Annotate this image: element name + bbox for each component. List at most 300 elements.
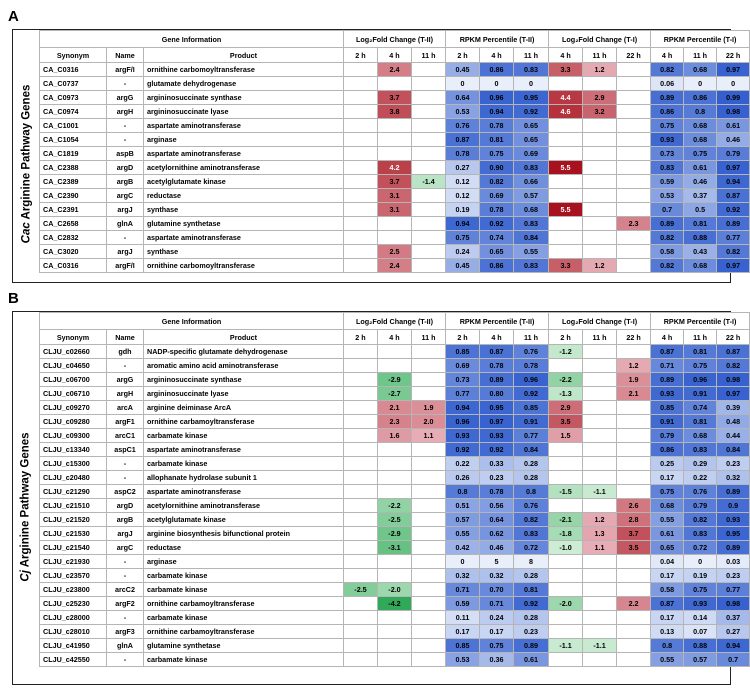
log2fc-cell (583, 77, 617, 91)
rpkm-cell: 0.93 (717, 513, 750, 527)
synonym-cell: CLJU_c13340 (40, 443, 107, 457)
rpkm-cell: 0.95 (480, 401, 514, 415)
rpkm-cell: 0.93 (651, 133, 684, 147)
log2fc-cell (344, 471, 378, 485)
log2fc-cell (583, 457, 617, 471)
synonym-cell: CLJU_c06710 (40, 387, 107, 401)
log2fc-cell (412, 77, 446, 91)
gene-name-cell: aspC2 (107, 485, 144, 499)
rpkm-cell: 0.79 (651, 429, 684, 443)
rpkm-cell: 0.53 (446, 653, 480, 667)
product-cell: aromatic amino acid aminotransferase (144, 359, 344, 373)
rpkm-cell: 0.43 (684, 245, 717, 259)
column-header: Product (144, 48, 344, 63)
log2fc-cell (344, 77, 378, 91)
log2fc-cell: -1.1 (583, 639, 617, 653)
gene-name-cell: glnA (107, 217, 144, 231)
rpkm-cell: 0.82 (684, 513, 717, 527)
panel-a-organism: Cac (20, 222, 33, 244)
rpkm-cell: 0.87 (480, 345, 514, 359)
log2fc-cell (583, 583, 617, 597)
log2fc-cell (617, 653, 651, 667)
group-header: Log₂Fold Change (T-II) (344, 313, 446, 330)
log2fc-cell: 2.1 (378, 401, 412, 415)
rpkm-cell: 0.85 (446, 639, 480, 653)
log2fc-cell: 2.3 (617, 217, 651, 231)
log2fc-cell: -3.1 (378, 541, 412, 555)
log2fc-cell (412, 91, 446, 105)
rpkm-cell: 0.55 (514, 245, 549, 259)
rpkm-cell: 0.83 (514, 63, 549, 77)
rpkm-cell: 0.75 (684, 359, 717, 373)
rpkm-cell: 0.78 (514, 359, 549, 373)
rpkm-cell: 0.89 (651, 217, 684, 231)
panel-b-table-body (40, 345, 750, 667)
table-row (40, 527, 750, 541)
log2fc-cell: -2.2 (549, 373, 583, 387)
log2fc-cell (583, 161, 617, 175)
rpkm-cell: 0.97 (717, 387, 750, 401)
column-header: 11 h (583, 48, 617, 63)
rpkm-cell: 0.92 (446, 443, 480, 457)
gene-name-cell: argC (107, 541, 144, 555)
group-header: Log₂Fold Change (T-II) (344, 31, 446, 48)
log2fc-cell (617, 259, 651, 273)
rpkm-cell: 0.07 (684, 625, 717, 639)
rpkm-cell: 0.04 (651, 555, 684, 569)
rpkm-cell: 5 (480, 555, 514, 569)
log2fc-cell (378, 217, 412, 231)
log2fc-cell (617, 625, 651, 639)
log2fc-cell: 5.5 (549, 203, 583, 217)
log2fc-cell (412, 527, 446, 541)
rpkm-cell: 0.56 (480, 499, 514, 513)
table-row (40, 541, 750, 555)
rpkm-cell: 0.14 (684, 611, 717, 625)
rpkm-cell: 0.76 (446, 119, 480, 133)
table-row (40, 203, 750, 217)
rpkm-cell: 0.94 (480, 105, 514, 119)
log2fc-cell (549, 175, 583, 189)
product-cell: argininosuccinate lyase (144, 105, 344, 119)
rpkm-cell: 0.72 (514, 541, 549, 555)
product-cell: reductase (144, 189, 344, 203)
rpkm-cell: 0.12 (446, 175, 480, 189)
rpkm-cell: 0.98 (717, 597, 750, 611)
log2fc-cell (549, 625, 583, 639)
group-header: RPKM Percentile (T-II) (446, 31, 549, 48)
group-header: Gene Information (40, 31, 344, 48)
synonym-cell: CA_C0316 (40, 63, 107, 77)
gene-name-cell: - (107, 471, 144, 485)
rpkm-cell: 0.17 (651, 471, 684, 485)
product-cell: carbamate kinase (144, 457, 344, 471)
log2fc-cell (583, 359, 617, 373)
gene-name-cell: arcC2 (107, 583, 144, 597)
log2fc-cell (378, 555, 412, 569)
log2fc-cell: 1.9 (617, 373, 651, 387)
panel-b-side-text: Arginine Pathway Genes (20, 432, 32, 571)
rpkm-cell: 0.59 (446, 597, 480, 611)
rpkm-cell: 0.44 (717, 429, 750, 443)
rpkm-cell: 0 (480, 77, 514, 91)
gene-name-cell: arcA (107, 401, 144, 415)
rpkm-cell: 0.82 (717, 359, 750, 373)
table-row (40, 443, 750, 457)
log2fc-cell: 2.6 (617, 499, 651, 513)
rpkm-cell: 0 (684, 555, 717, 569)
product-cell: acetylornithine aminotransferase (144, 499, 344, 513)
rpkm-cell: 0.66 (514, 175, 549, 189)
group-header: RPKM Percentile (T-I) (651, 313, 750, 330)
log2fc-cell (344, 189, 378, 203)
log2fc-cell (412, 231, 446, 245)
log2fc-cell: 3.7 (617, 527, 651, 541)
panel-a-letter: A (8, 8, 19, 25)
table-row (40, 485, 750, 499)
log2fc-cell: 1.2 (617, 359, 651, 373)
column-header: Product (144, 330, 344, 345)
group-header: Log₂Fold Change (T-I) (549, 31, 651, 48)
rpkm-cell: 0.75 (446, 231, 480, 245)
panel-b-table (39, 312, 750, 667)
product-cell: argininosuccinate lyase (144, 387, 344, 401)
rpkm-cell: 0.76 (514, 499, 549, 513)
table-row (40, 387, 750, 401)
rpkm-cell: 0.46 (684, 175, 717, 189)
log2fc-cell (412, 541, 446, 555)
gene-name-cell: argB (107, 513, 144, 527)
log2fc-cell (378, 457, 412, 471)
column-header: 22 h (617, 48, 651, 63)
log2fc-cell: 2.3 (378, 415, 412, 429)
product-cell: carbamate kinase (144, 653, 344, 667)
rpkm-cell: 0.82 (514, 513, 549, 527)
panel-b-group-header-row (40, 313, 750, 330)
rpkm-cell: 0.58 (651, 245, 684, 259)
log2fc-cell (549, 147, 583, 161)
log2fc-cell (344, 259, 378, 273)
log2fc-cell: -2.1 (549, 513, 583, 527)
rpkm-cell: 0.82 (651, 259, 684, 273)
rpkm-cell: 0.75 (480, 147, 514, 161)
log2fc-cell: 1.1 (412, 429, 446, 443)
synonym-cell: CLJU_c23570 (40, 569, 107, 583)
product-cell: carbamate kinase (144, 429, 344, 443)
rpkm-cell: 0.55 (446, 527, 480, 541)
synonym-cell: CLJU_c41950 (40, 639, 107, 653)
rpkm-cell: 0 (514, 77, 549, 91)
rpkm-cell: 0.75 (480, 639, 514, 653)
product-cell: argininosuccinate synthase (144, 91, 344, 105)
product-cell: glutamate dehydrogenase (144, 77, 344, 91)
rpkm-cell: 0.97 (717, 161, 750, 175)
log2fc-cell (344, 373, 378, 387)
table-row (40, 569, 750, 583)
rpkm-cell: 0.82 (651, 63, 684, 77)
log2fc-cell: 2.5 (378, 245, 412, 259)
log2fc-cell (344, 387, 378, 401)
rpkm-cell: 0.84 (514, 443, 549, 457)
panel-b-organism: Cj (20, 570, 32, 582)
column-header: 2 h (446, 48, 480, 63)
group-header: Log₂Fold Change (T-I) (549, 313, 651, 330)
rpkm-cell: 0.64 (446, 91, 480, 105)
log2fc-cell (344, 133, 378, 147)
log2fc-cell: -4.2 (378, 597, 412, 611)
log2fc-cell: -2.5 (378, 513, 412, 527)
column-header: 4 h (480, 48, 514, 63)
log2fc-cell: -1.2 (549, 345, 583, 359)
rpkm-cell: 0.90 (480, 161, 514, 175)
column-header: 4 h (651, 48, 684, 63)
synonym-cell: CLJU_c28010 (40, 625, 107, 639)
rpkm-cell: 0.24 (480, 611, 514, 625)
log2fc-cell (617, 63, 651, 77)
gene-name-cell: argG (107, 91, 144, 105)
rpkm-cell: 0.77 (446, 387, 480, 401)
rpkm-cell: 0.83 (514, 161, 549, 175)
panel-a-table (39, 30, 750, 273)
log2fc-cell (378, 569, 412, 583)
product-cell: ornithine carbomoyltransferase (144, 63, 344, 77)
rpkm-cell: 0.88 (684, 639, 717, 653)
column-header: Name (107, 330, 144, 345)
gene-name-cell: argH (107, 105, 144, 119)
rpkm-cell: 0.88 (684, 231, 717, 245)
log2fc-cell (583, 499, 617, 513)
table-row (40, 597, 750, 611)
log2fc-cell (378, 345, 412, 359)
rpkm-cell: 0.82 (480, 175, 514, 189)
table-row (40, 119, 750, 133)
log2fc-cell: 2.0 (412, 415, 446, 429)
table-row (40, 429, 750, 443)
panel-a-side-label (13, 46, 39, 282)
log2fc-cell (583, 373, 617, 387)
product-cell: arginase (144, 133, 344, 147)
rpkm-cell: 0.92 (480, 217, 514, 231)
panel-b-column-header-row (40, 330, 750, 345)
rpkm-cell: 0.89 (717, 541, 750, 555)
table-row (40, 625, 750, 639)
rpkm-cell: 0.36 (480, 653, 514, 667)
log2fc-cell (583, 443, 617, 457)
log2fc-cell (617, 401, 651, 415)
log2fc-cell (617, 133, 651, 147)
column-header: 4 h (480, 330, 514, 345)
rpkm-cell: 0.83 (514, 259, 549, 273)
log2fc-cell (412, 105, 446, 119)
gene-name-cell: - (107, 555, 144, 569)
log2fc-cell (617, 161, 651, 175)
rpkm-cell: 0.48 (717, 415, 750, 429)
rpkm-cell: 0.69 (514, 147, 549, 161)
table-row (40, 499, 750, 513)
log2fc-cell (617, 345, 651, 359)
rpkm-cell: 0.80 (480, 387, 514, 401)
log2fc-cell (549, 245, 583, 259)
column-header: Synonym (40, 330, 107, 345)
gene-name-cell: gdh (107, 345, 144, 359)
log2fc-cell (412, 597, 446, 611)
log2fc-cell (549, 583, 583, 597)
rpkm-cell: 0.81 (480, 133, 514, 147)
gene-name-cell: - (107, 359, 144, 373)
table-row (40, 105, 750, 119)
log2fc-cell: 1.3 (583, 527, 617, 541)
log2fc-cell (378, 485, 412, 499)
rpkm-cell: 0.96 (684, 373, 717, 387)
log2fc-cell: 3.5 (617, 541, 651, 555)
log2fc-cell: 2.9 (583, 91, 617, 105)
rpkm-cell: 0.13 (651, 625, 684, 639)
rpkm-cell: 0.75 (684, 583, 717, 597)
synonym-cell: CLJU_c21290 (40, 485, 107, 499)
log2fc-cell: -1.0 (549, 541, 583, 555)
log2fc-cell (617, 443, 651, 457)
log2fc-cell: -2.0 (549, 597, 583, 611)
rpkm-cell: 0.06 (651, 77, 684, 91)
log2fc-cell: 4.6 (549, 105, 583, 119)
log2fc-cell (412, 373, 446, 387)
log2fc-cell (344, 653, 378, 667)
rpkm-cell: 0.98 (717, 373, 750, 387)
column-header: 4 h (378, 48, 412, 63)
log2fc-cell: 1.9 (412, 401, 446, 415)
rpkm-cell: 0.28 (514, 611, 549, 625)
log2fc-cell (412, 653, 446, 667)
rpkm-cell: 0.78 (480, 119, 514, 133)
rpkm-cell: 0.53 (446, 105, 480, 119)
log2fc-cell (344, 119, 378, 133)
rpkm-cell: 0.19 (446, 203, 480, 217)
rpkm-cell: 0.92 (514, 387, 549, 401)
log2fc-cell (412, 147, 446, 161)
table-row (40, 133, 750, 147)
rpkm-cell: 0.82 (651, 231, 684, 245)
log2fc-cell (617, 611, 651, 625)
log2fc-cell (378, 119, 412, 133)
log2fc-cell (583, 429, 617, 443)
rpkm-cell: 0.7 (717, 653, 750, 667)
rpkm-cell: 0.89 (717, 217, 750, 231)
rpkm-cell: 0.76 (514, 345, 549, 359)
log2fc-cell (412, 63, 446, 77)
rpkm-cell: 0.28 (514, 569, 549, 583)
rpkm-cell: 0.73 (651, 147, 684, 161)
rpkm-cell: 0.94 (717, 639, 750, 653)
rpkm-cell: 0.83 (514, 217, 549, 231)
log2fc-cell (378, 471, 412, 485)
log2fc-cell (344, 513, 378, 527)
rpkm-cell: 0.86 (651, 443, 684, 457)
rpkm-cell: 0.91 (684, 387, 717, 401)
rpkm-cell: 0.8 (446, 485, 480, 499)
rpkm-cell: 0.37 (684, 189, 717, 203)
rpkm-cell: 0.62 (480, 527, 514, 541)
rpkm-cell: 0.96 (446, 415, 480, 429)
panel-b-side-label (13, 330, 39, 684)
log2fc-cell (344, 639, 378, 653)
log2fc-cell: -2.5 (344, 583, 378, 597)
synonym-cell: CA_C0316 (40, 259, 107, 273)
log2fc-cell: 3.5 (549, 415, 583, 429)
rpkm-cell: 0 (446, 555, 480, 569)
synonym-cell: CA_C2832 (40, 231, 107, 245)
product-cell: ornithine carbomoyltransferase (144, 259, 344, 273)
product-cell: acetylornithine aminotransferase (144, 161, 344, 175)
log2fc-cell (583, 119, 617, 133)
log2fc-cell (412, 513, 446, 527)
log2fc-cell (412, 119, 446, 133)
gene-name-cell: argD (107, 161, 144, 175)
rpkm-cell: 0.78 (480, 485, 514, 499)
rpkm-cell: 0.98 (717, 105, 750, 119)
rpkm-cell: 0.89 (717, 485, 750, 499)
column-header: 11 h (514, 48, 549, 63)
log2fc-cell: 4.4 (549, 91, 583, 105)
rpkm-cell: 0.97 (480, 415, 514, 429)
log2fc-cell (344, 527, 378, 541)
panel-a-table-body (40, 63, 750, 273)
table-row (40, 91, 750, 105)
rpkm-cell: 0.83 (514, 527, 549, 541)
product-cell: aspartate aminotransferase (144, 485, 344, 499)
rpkm-cell: 0.23 (514, 625, 549, 639)
log2fc-cell: 2.4 (378, 259, 412, 273)
log2fc-cell (617, 203, 651, 217)
rpkm-cell: 0.94 (717, 175, 750, 189)
log2fc-cell (583, 625, 617, 639)
synonym-cell: CA_C2658 (40, 217, 107, 231)
table-row (40, 513, 750, 527)
rpkm-cell: 0.87 (717, 345, 750, 359)
log2fc-cell: -1.4 (412, 175, 446, 189)
rpkm-cell: 0.87 (717, 189, 750, 203)
log2fc-cell: -1.5 (549, 485, 583, 499)
column-header: 4 h (378, 330, 412, 345)
column-header: 2 h (446, 330, 480, 345)
rpkm-cell: 0.89 (480, 373, 514, 387)
synonym-cell: CLJU_c21520 (40, 513, 107, 527)
log2fc-cell (583, 133, 617, 147)
log2fc-cell: -1.1 (549, 639, 583, 653)
log2fc-cell (412, 625, 446, 639)
rpkm-cell: 0.32 (446, 569, 480, 583)
log2fc-cell: 3.7 (378, 91, 412, 105)
rpkm-cell: 0.51 (446, 499, 480, 513)
log2fc-cell (412, 189, 446, 203)
synonym-cell: CLJU_c09270 (40, 401, 107, 415)
log2fc-cell (344, 63, 378, 77)
log2fc-cell (412, 611, 446, 625)
group-header: Gene Information (40, 313, 344, 330)
log2fc-cell (344, 147, 378, 161)
rpkm-cell: 8 (514, 555, 549, 569)
table-row (40, 457, 750, 471)
synonym-cell: CLJU_c09300 (40, 429, 107, 443)
rpkm-cell: 0.86 (480, 259, 514, 273)
log2fc-cell (344, 345, 378, 359)
log2fc-cell (412, 133, 446, 147)
column-header: 22 h (617, 330, 651, 345)
log2fc-cell: -1.8 (549, 527, 583, 541)
log2fc-cell (412, 471, 446, 485)
log2fc-cell (617, 189, 651, 203)
rpkm-cell: 0.85 (514, 401, 549, 415)
synonym-cell: CA_C2388 (40, 161, 107, 175)
